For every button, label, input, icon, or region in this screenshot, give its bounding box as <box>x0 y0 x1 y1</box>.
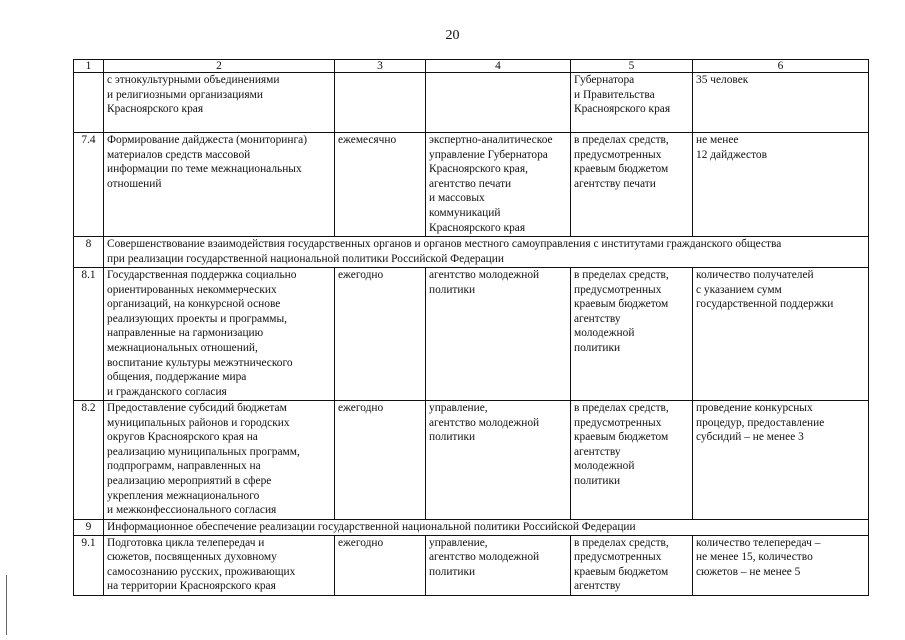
column-header: 3 <box>335 60 426 73</box>
period-cell: ежемесячно <box>335 133 426 237</box>
activity-description: Формирование дайджеста (мониторинга) материалов средств массовой информации по теме межнациональных отношений <box>104 133 335 237</box>
period-cell: ежегодно <box>335 268 426 401</box>
table-row <box>74 73 869 133</box>
funding-cell: Губернатора и Правительства Красноярского края <box>571 73 693 133</box>
page-number: 20 <box>445 28 460 43</box>
item-number: 8.1 <box>74 268 104 401</box>
period-cell: ежегодно <box>335 535 426 595</box>
item-number: 7.4 <box>74 133 104 237</box>
column-header: 2 <box>104 60 335 73</box>
activity-description: Подготовка цикла телепередач и сюжетов, посвященных духовному самосознанию русских, проживающих на территории Красноярского края <box>104 535 335 595</box>
item-number: 9.1 <box>74 535 104 595</box>
table-row <box>74 535 869 595</box>
responsible-cell: экспертно-аналитическое управление Губернатора Красноярского края, агентство печати и массовых коммуникаций Красноярского края <box>426 133 571 237</box>
section-row <box>74 520 869 536</box>
funding-cell: в пределах средств, предусмотренных краевым бюджетом агентству молодежной политики <box>571 268 693 401</box>
section-number: 8 <box>74 237 104 268</box>
column-header: 5 <box>571 60 693 73</box>
column-header: 4 <box>426 60 571 73</box>
result-cell: 35 человек <box>693 73 869 133</box>
funding-cell: в пределах средств, предусмотренных краевым бюджетом агентству печати <box>571 133 693 237</box>
activity-description: Государственная поддержка социально ориентированных некоммерческих организаций, на конкурсной основе реализующих проекты и программы, направленные на гармонизацию межнациональных отношений, воспитание культуры межэтнического общения, поддержание мира и гражданского согласия <box>104 268 335 401</box>
result-cell: количество телепередач – не менее 15, количество сюжетов – не менее 5 <box>693 535 869 595</box>
result-cell: количество получателей с указанием сумм государственной поддержки <box>693 268 869 401</box>
table-row <box>74 133 869 237</box>
section-title: Информационное обеспечение реализации государственной национальной политики Российской Федерации <box>104 520 869 536</box>
activity-description: Предоставление субсидий бюджетам муниципальных районов и городских округов Красноярского края на реализацию муниципальных программ, подпрограмм, направленных на реализацию мероприятий в сфере укрепления межнационального и межконфессионального согласия <box>104 401 335 520</box>
table-row <box>74 401 869 520</box>
section-title: Совершенствование взаимодействия государственных органов и органов местного самоуправления с институтами гражданского общества при реализации государственной национальной политики Российской Федерации <box>104 237 869 268</box>
activities-table <box>73 59 869 596</box>
funding-cell: в пределах средств, предусмотренных краевым бюджетом агентству молодежной политики <box>571 401 693 520</box>
activity-description: с этнокультурными объединениями и религиозными организациями Красноярского края <box>104 73 335 133</box>
scan-edge-line <box>6 575 7 635</box>
responsible-cell <box>426 73 571 133</box>
funding-cell: в пределах средств, предусмотренных краевым бюджетом агентству <box>571 535 693 595</box>
item-number: 8.2 <box>74 401 104 520</box>
period-cell <box>335 73 426 133</box>
responsible-cell: агентство молодежной политики <box>426 268 571 401</box>
section-row <box>74 237 869 268</box>
column-header: 6 <box>693 60 869 73</box>
result-cell: проведение конкурсных процедур, предоставление субсидий – не менее 3 <box>693 401 869 520</box>
column-number-row <box>74 60 869 73</box>
responsible-cell: управление, агентство молодежной политики <box>426 535 571 595</box>
column-header: 1 <box>74 60 104 73</box>
table-row <box>74 268 869 401</box>
responsible-cell: управление, агентство молодежной политики <box>426 401 571 520</box>
result-cell: не менее 12 дайджестов <box>693 133 869 237</box>
section-number: 9 <box>74 520 104 536</box>
period-cell: ежегодно <box>335 401 426 520</box>
item-number <box>74 73 104 133</box>
